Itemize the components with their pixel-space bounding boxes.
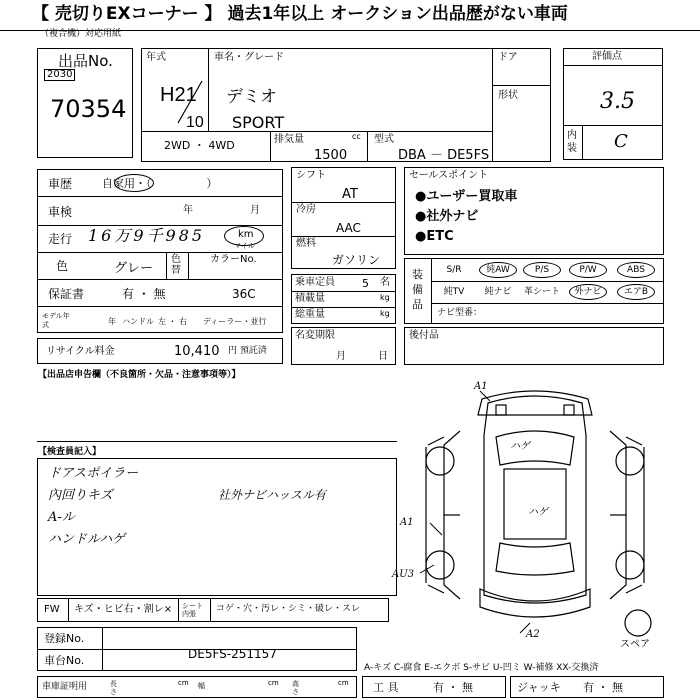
header-title: 【 売切りEXコーナー 】 過去1年以上 オークション出品歴がない車両 bbox=[32, 4, 568, 24]
name-change-box bbox=[291, 327, 396, 365]
jack-label: ジャッキ bbox=[517, 681, 561, 694]
ac-value: AAC bbox=[336, 221, 361, 235]
drive-type: 2WD ・ 4WD bbox=[164, 139, 235, 152]
car-diagram bbox=[392, 375, 670, 645]
declaration-label: 【出品店申告欄（不良箇所・欠品・注意事項等）】 bbox=[38, 370, 241, 380]
detail-table bbox=[37, 169, 283, 333]
jack-box bbox=[510, 676, 664, 698]
mile-unit: マイル bbox=[234, 242, 255, 250]
model-code-label: 型式 bbox=[374, 134, 394, 145]
year-label: 年式 bbox=[146, 52, 166, 63]
chassis-label: 車台No. bbox=[44, 654, 85, 667]
jack-value: 有 ・ 無 bbox=[583, 681, 623, 694]
registration-box bbox=[37, 627, 357, 671]
width-cm: cm bbox=[268, 679, 279, 687]
name-change-month: 月 bbox=[336, 351, 346, 362]
inspector-label: 【検査員記入】 bbox=[38, 447, 102, 457]
equip-pw: P/W bbox=[579, 265, 597, 275]
height-cm: cm bbox=[338, 679, 349, 687]
garage-cert-label: 車庫証明用 bbox=[42, 682, 88, 692]
equip-abs: ABS bbox=[627, 265, 645, 275]
equip-leather: 革シート bbox=[523, 287, 560, 297]
warranty-value: 有 ・ 無 bbox=[122, 287, 166, 301]
model-code: DBA － DE5FS bbox=[398, 148, 490, 163]
recycle-unit: 円 預託済 bbox=[228, 346, 267, 356]
diagram-mark-hage-2: ハゲ bbox=[528, 507, 548, 518]
rating-score: 3.5 bbox=[600, 89, 635, 114]
displacement-label: 排気量 bbox=[274, 134, 304, 145]
handle-value: 左 ・ 右 bbox=[158, 317, 188, 326]
tools-label: 工 具 bbox=[373, 681, 399, 694]
garage-cert-row bbox=[37, 676, 357, 698]
height-label: 高さ bbox=[292, 680, 299, 696]
mileage-unit-circle bbox=[224, 226, 264, 246]
chassis-number: DE5FS-251157 bbox=[188, 647, 277, 661]
model-year-unit: 年 bbox=[108, 317, 116, 326]
listing-small-code: 2030 bbox=[44, 69, 75, 81]
sales-point-label: セールスポイント bbox=[409, 170, 489, 181]
inspection-month-unit: 月 bbox=[250, 205, 260, 216]
sales-point-box bbox=[404, 167, 664, 255]
name-change-day: 日 bbox=[378, 351, 388, 362]
equip-airbag: エアB bbox=[623, 287, 649, 297]
color-label: 色 bbox=[56, 259, 69, 273]
color-no-value: 36C bbox=[232, 287, 256, 301]
shape-label: 形状 bbox=[498, 90, 518, 101]
sales-point-3: ●ETC bbox=[415, 229, 454, 244]
sub-note: （複合機）対応用紙 bbox=[40, 29, 122, 39]
fuel-value: ガソリン bbox=[332, 253, 381, 267]
model-year-label: モデル年式 bbox=[42, 312, 70, 329]
shift-box bbox=[291, 167, 396, 269]
diagram-mark-hage-1: ハゲ bbox=[510, 441, 530, 452]
recycle-amount: 10,410 bbox=[174, 344, 220, 359]
post-install-label: 後付品 bbox=[409, 330, 439, 341]
interior-label: 内装 bbox=[567, 130, 577, 154]
equip-navi: 純ナビ bbox=[484, 287, 512, 297]
model-name: デミオ bbox=[226, 87, 277, 107]
equip-ext-navi: 外ナビ bbox=[574, 287, 602, 297]
recycle-label: リサイクル料金 bbox=[46, 346, 115, 357]
inspector-note-4: ハンドルハゲ bbox=[48, 532, 126, 547]
seat-value: コゲ・穴・汚レ・シミ・破レ・スレ bbox=[216, 604, 361, 614]
vehicle-info-grid bbox=[141, 48, 551, 162]
width-label: 幅 bbox=[198, 682, 205, 690]
handle-label: ハンドル bbox=[122, 317, 154, 326]
color-no-label: カラーNo. bbox=[210, 254, 257, 265]
fw-value: キズ・ヒビ右・割レ× bbox=[74, 604, 173, 615]
reg-no-label: 登録No. bbox=[44, 632, 85, 645]
year-slash bbox=[170, 77, 210, 127]
diagram-mark-a2: A2 bbox=[526, 629, 540, 640]
history-label: 車歴 bbox=[48, 177, 73, 191]
post-install-box bbox=[404, 327, 664, 365]
color-value: グレー bbox=[114, 261, 154, 276]
sales-point-1: ●ユーザー買取車 bbox=[415, 189, 518, 204]
damage-legend: A-キズ C-腐食 E-エクボ S-サビ U-凹ミ W-補修 XX-交換済 bbox=[364, 663, 599, 673]
recycle-box bbox=[37, 338, 283, 364]
tools-box bbox=[362, 676, 506, 698]
year-era: H21 bbox=[160, 84, 197, 106]
history-circle bbox=[114, 174, 154, 192]
equip-sr: S/R bbox=[446, 265, 462, 275]
year-month: 10 bbox=[186, 114, 204, 131]
seats-label: 乗車定員 bbox=[295, 277, 335, 288]
listing-box bbox=[37, 48, 133, 158]
inspection-label: 車検 bbox=[48, 205, 73, 219]
seats-value: 5 bbox=[362, 277, 369, 290]
seat-label: シート内張 bbox=[182, 602, 203, 618]
dealer-label: ディーラー・並行 bbox=[203, 317, 267, 326]
ac-label: 冷房 bbox=[296, 204, 316, 215]
inspector-note-3: A-ル bbox=[48, 510, 75, 525]
gross-label: 総重量 bbox=[295, 309, 325, 320]
shift-label: シフト bbox=[296, 170, 326, 181]
length-label: 長さ bbox=[110, 680, 117, 696]
length-cm: cm bbox=[178, 679, 189, 687]
shift-value: AT bbox=[342, 187, 358, 202]
fw-row bbox=[37, 598, 389, 622]
diagram-mark-a1-front: A1 bbox=[474, 381, 488, 392]
inspector-note-2: 內回りキズ bbox=[48, 488, 113, 503]
rating-box bbox=[563, 48, 663, 160]
load-label: 積載量 bbox=[295, 293, 325, 304]
tools-value: 有 ・ 無 bbox=[433, 681, 473, 694]
mileage-unit: km bbox=[238, 229, 254, 240]
listing-number: 70354 bbox=[50, 95, 127, 123]
interior-grade: C bbox=[614, 131, 628, 152]
door-label: ドア bbox=[498, 52, 518, 63]
mileage-value: 16万9千985 bbox=[88, 226, 206, 245]
listing-no-label: 出品No. bbox=[58, 52, 113, 70]
spare-label: スペア bbox=[620, 639, 650, 650]
diagram-mark-a1-side: A1 bbox=[400, 517, 414, 528]
inspector-note-1: ドアスポイラー bbox=[48, 466, 139, 481]
equip-tv: 純TV bbox=[443, 287, 465, 297]
inspection-year-unit: 年 bbox=[183, 205, 193, 216]
color-change-label: 色替 bbox=[171, 254, 181, 276]
header-bar bbox=[0, 0, 700, 31]
fuel-label: 燃料 bbox=[296, 238, 316, 249]
gross-unit: kg bbox=[380, 309, 390, 318]
load-unit: kg bbox=[380, 293, 390, 302]
name-grade-label: 車名・グレード bbox=[214, 52, 284, 63]
equipment-box bbox=[404, 258, 664, 324]
mileage-label: 走行 bbox=[48, 232, 73, 246]
equip-alloy: 純AW bbox=[486, 265, 510, 275]
cc-unit: cc bbox=[352, 132, 361, 141]
inspector-notes-box bbox=[37, 458, 397, 596]
history-value: 自家用・（ ） bbox=[102, 177, 218, 190]
capacity-box bbox=[291, 274, 396, 324]
equip-ps: P/S bbox=[534, 265, 550, 275]
name-change-label: 名変期限 bbox=[295, 330, 335, 341]
equipment-label: 装備品 bbox=[412, 268, 423, 311]
rating-label: 評価点 bbox=[592, 51, 622, 62]
seats-unit: 名 bbox=[380, 277, 390, 288]
fw-label: FW bbox=[44, 604, 60, 615]
grade: SPORT bbox=[232, 113, 285, 132]
displacement: 1500 bbox=[314, 148, 348, 163]
warranty-label: 保証書 bbox=[48, 287, 85, 301]
diagram-mark-au3: AU3 bbox=[392, 569, 415, 580]
inspector-note-right: 社外ナビハッスル有 bbox=[218, 488, 327, 502]
navi-model-label: ナビ型番： bbox=[437, 308, 483, 318]
sales-point-2: ●社外ナビ bbox=[415, 209, 479, 224]
